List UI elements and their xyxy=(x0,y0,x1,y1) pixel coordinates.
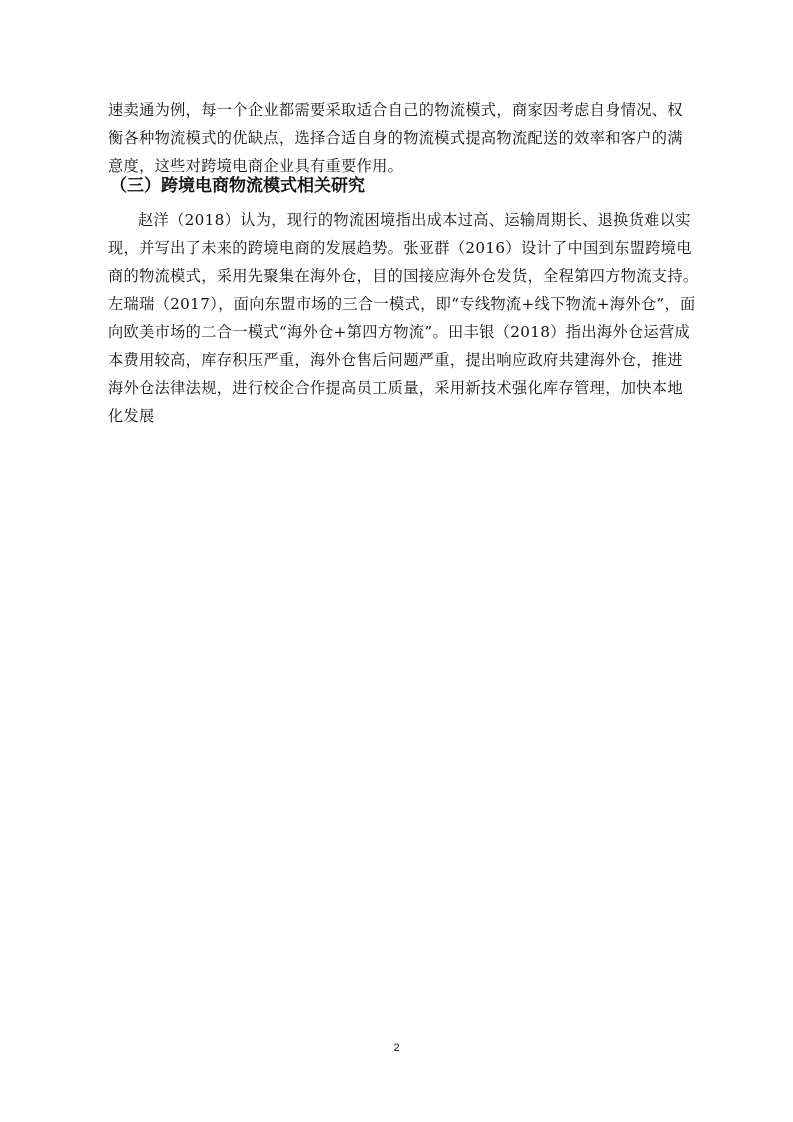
body-text-line: 速卖通为例，每一个企业都需要采取适合自己的物流模式，商家因考虑自身情况、权 xyxy=(108,101,683,119)
paragraph-line: 化发展 xyxy=(108,407,155,425)
paragraph-line: 左瑞瑞（2017），面向东盟市场的三合一模式，即“专线物流+线下物流+海外仓”，面 xyxy=(108,295,696,313)
paragraph-line: 现，并写出了未来的跨境电商的发展趋势。张亚群（2016）设计了中国到东盟跨境电 xyxy=(108,239,692,257)
paragraph-line: 本费用较高，库存积压严重，海外仓售后问题严重，提出响应政府共建海外仓，推进 xyxy=(108,351,683,369)
paragraph-line: 向欧美市场的二合一模式“海外仓+第四方物流”。田丰银（2018）指出海外仓运营成 xyxy=(108,323,691,341)
section-heading: （三）跨境电商物流模式相关研究 xyxy=(110,176,365,196)
paragraph-line: 海外仓法律法规，进行校企合作提高员工质量，采用新技术强化库存管理，加快本地 xyxy=(108,379,683,397)
body-text-line: 衡各种物流模式的优缺点，选择合适自身的物流模式提高物流配送的效率和客户的满 xyxy=(108,129,683,147)
paragraph-line: 商的物流模式，采用先聚集在海外仓，目的国接应海外仓发货，全程第四方物流支持。 xyxy=(108,267,699,285)
body-text-line: 意度，这些对跨境电商企业具有重要作用。 xyxy=(108,157,404,175)
paragraph-line: 赵洋（2018）认为，现行的物流困境指出成本过高、运输周期长、退换货难以实 xyxy=(138,211,691,229)
page-number: 2 xyxy=(393,1042,400,1054)
